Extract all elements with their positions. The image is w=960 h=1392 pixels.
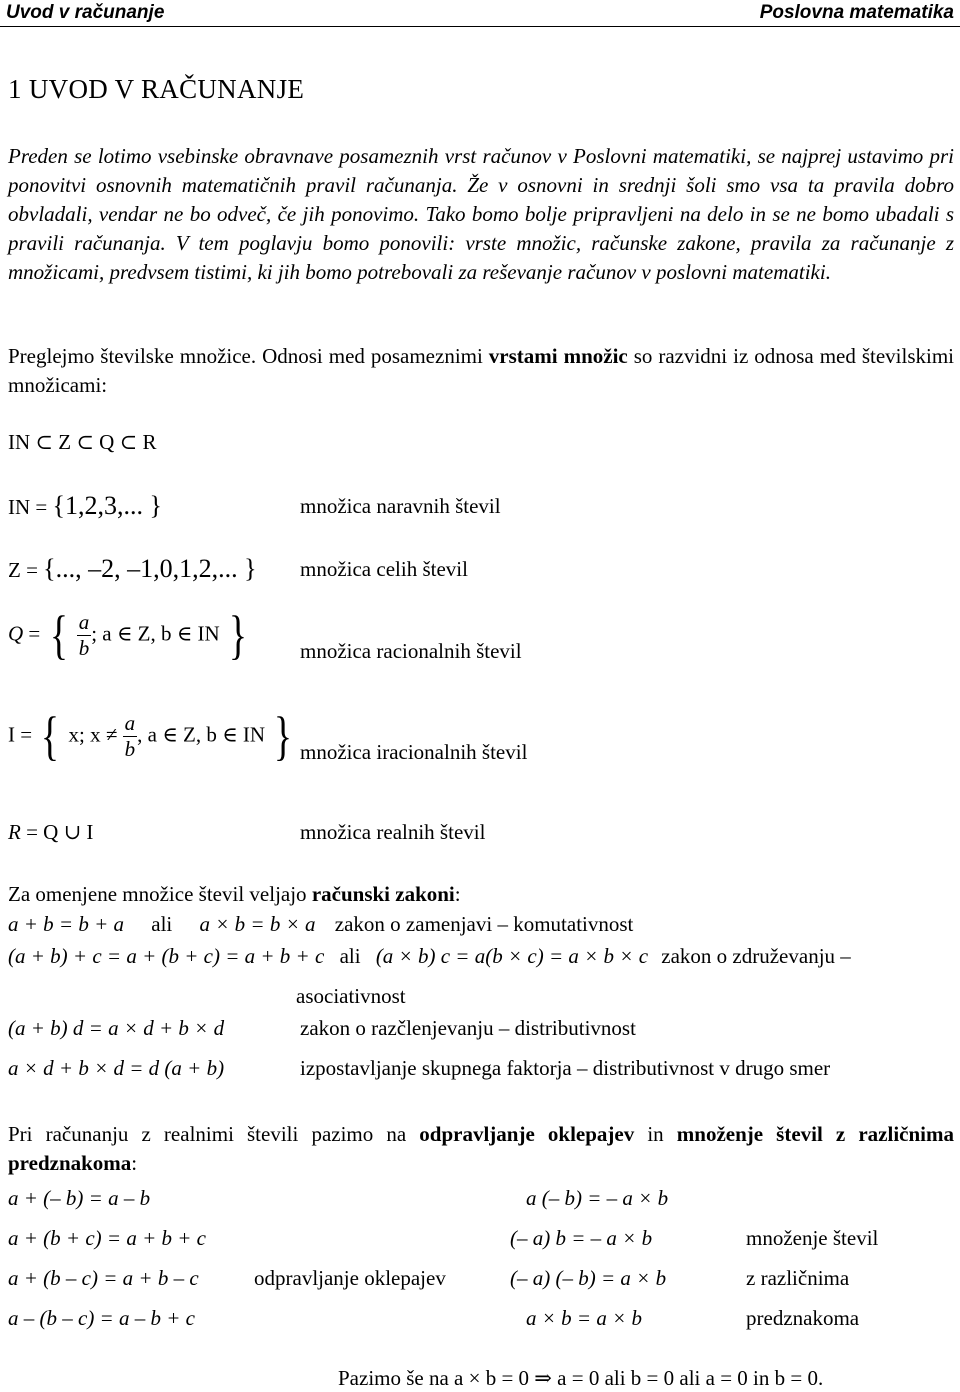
sign-rule-right-label-2: z različnima xyxy=(746,1266,850,1290)
sign-rule-left-1: a + (– b) = a – b xyxy=(8,1186,151,1210)
sets-para-text: Preglejmo številske množice. Odnosi med posameznimi xyxy=(8,344,489,368)
sign-rule-right-1: a (– b) = – a × b xyxy=(526,1186,669,1210)
sign-rule-right-label-1: množenje števil xyxy=(746,1226,879,1250)
sets-para-bold: vrstami množic xyxy=(488,344,628,368)
set-def-rationals: Q = { $\frac{a}{b}$ ; a ∈ Z, b ∈ IN } xyxy=(8,604,247,665)
sign-rule-left-4: a – (b – c) = a – b + c xyxy=(8,1306,195,1330)
sign-rule-right-label-3: predznakoma xyxy=(746,1306,860,1330)
set-desc-reals: množica realnih števil xyxy=(300,820,486,844)
set-desc-naturals: množica naravnih števil xyxy=(300,494,501,518)
law-associative: (a + b) + c = a + (b + c) = a + b + c ali (a × b) c = a(b × c) = a × b × c zakon o združevanju – xyxy=(8,944,851,968)
intro-paragraph: Preden se lotimo vsebinske obravnave posameznih vrst računov v Poslovni matematiki, se najprej ustavimo pri ponovitvi osnovnih matematičnih pravil računanja. Že v osnovni in srednji šoli smo vsa ta pravila dobro obvladali, vendar ne bo odveč, če jih ponovimo. Tako bomo bolje pripravljeni na delo in se ne bomo ubadali s pravili računanja. V tem poglavju bomo ponovili: vrste množic, računske zakone, pravila za računanje z množicami, predvsem tistimi, ki jih bomo potrebovali za reševanje računov v poslovni matematiki. xyxy=(8,144,954,284)
set-desc-irrationals: množica iracionalnih števil xyxy=(300,740,528,764)
law-factoring: a × d + b × d = d (a + b) xyxy=(8,1056,225,1080)
law-commutative: a + b = b + a ali a × b = b × a zakon o zamenjavi – komutativnost xyxy=(8,912,634,936)
sign-rule-left-3: a + (b – c) = a + b – c xyxy=(8,1266,199,1290)
footer-note: Pazimo še na a × b = 0 ⇒ a = 0 ali b = 0 ali a = 0 in b = 0. xyxy=(338,1366,824,1390)
page-header xyxy=(0,0,960,27)
set-def-naturals: IN = {1,2,3,... } xyxy=(8,491,162,520)
laws-intro: Za omenjene množice števil veljajo računski zakoni: xyxy=(8,882,461,906)
set-def-integers: Z = {..., –2, –1,0,1,2,... } xyxy=(8,554,257,583)
set-def-irrationals: I = { x; x ≠ $\frac{a}{b}$ , a ∈ Z, b ∈ IN } xyxy=(8,705,293,766)
set-desc-integers: množica celih števil xyxy=(300,557,468,581)
signs-paragraph: Pri računanju z realnimi števili pazimo na odpravljanje oklepajev in množenje števil z različnima predznakoma: xyxy=(8,1122,954,1175)
set-desc-rationals: množica racionalnih števil xyxy=(300,639,522,663)
law-distributive-desc: zakon o razčlenjevanju – distributivnost xyxy=(300,1016,636,1040)
sign-rule-left-label: odpravljanje oklepajev xyxy=(254,1266,446,1290)
sets-paragraph xyxy=(8,342,954,400)
sign-rule-left-2: a + (b + c) = a + b + c xyxy=(8,1226,206,1250)
set-def-reals: R = Q ∪ I xyxy=(8,820,94,844)
law-factoring-desc: izpostavljanje skupnega faktorja – distributivnost v drugo smer xyxy=(300,1056,831,1080)
section-title: 1 UVOD V RAČUNANJE xyxy=(8,74,305,104)
sets-para-text-end: so razvidni iz odnosa med številskimi množicami: xyxy=(8,344,954,397)
law-distributive: (a + b) d = a × d + b × d xyxy=(8,1016,225,1040)
sign-rule-right-4: a × b = a × b xyxy=(526,1306,643,1330)
law-associative-cont: asociativnost xyxy=(296,984,406,1008)
header-left: Uvod v računanje xyxy=(6,2,165,23)
set-chain: IN ⊂ Z ⊂ Q ⊂ R xyxy=(8,430,157,454)
header-right: Poslovna matematika xyxy=(759,2,954,23)
sign-rule-right-3: (– a) (– b) = a × b xyxy=(510,1266,667,1290)
sign-rule-right-2: (– a) b = – a × b xyxy=(510,1226,653,1250)
